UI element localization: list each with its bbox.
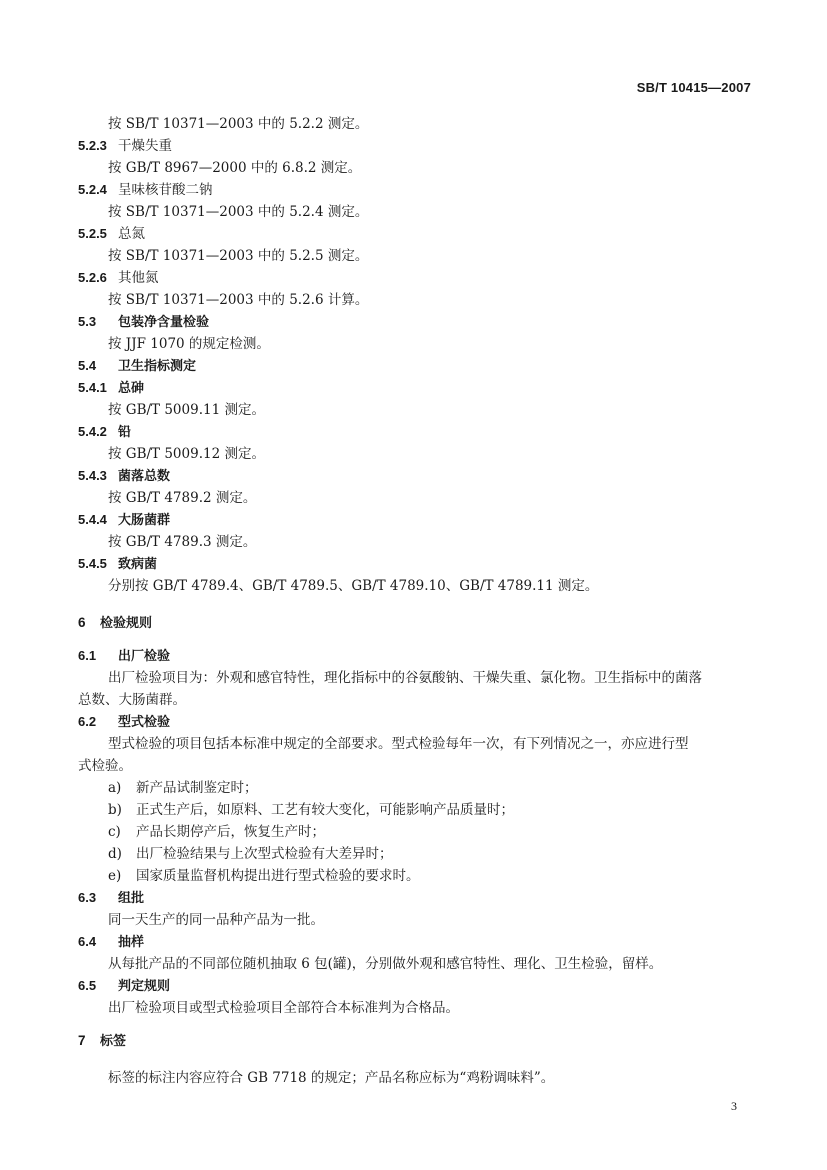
section-title: 干燥失重 xyxy=(118,138,172,154)
body-line: 从每批产品的不同部位随机抽取 6 包(罐)，分别做外观和感官特性、理化、卫生检验，留样。 xyxy=(108,956,663,972)
list-item xyxy=(78,777,758,799)
section-heading-5-4-1 xyxy=(78,377,758,399)
spacer xyxy=(78,1053,758,1067)
section-heading-5-4 xyxy=(78,355,758,377)
page-content xyxy=(78,113,758,1089)
section-heading-6-1 xyxy=(78,645,758,667)
body-line: 按 SB/T 10371—2003 中的 5.2.4 测定。 xyxy=(108,204,369,220)
body-line: 按 SB/T 10371—2003 中的 5.2.5 测定。 xyxy=(108,248,369,264)
section-number: 5.3 xyxy=(78,314,97,329)
section-title: 其他氮 xyxy=(118,270,159,286)
section-heading-5-2-5 xyxy=(78,223,758,245)
body-line: 式检验。 xyxy=(78,758,132,774)
spacer xyxy=(78,1019,758,1029)
section-number: 5.2.6 xyxy=(78,270,107,285)
section-title: 总砷 xyxy=(118,381,145,396)
section-title: 菌落总数 xyxy=(118,469,171,484)
body-line: 按 SB/T 10371—2003 中的 5.2.6 计算。 xyxy=(108,292,369,308)
section-title: 组批 xyxy=(118,891,145,906)
list-marker: b) xyxy=(108,802,122,818)
section-number: 5.4.5 xyxy=(78,556,107,571)
section-number: 5.4 xyxy=(78,358,97,373)
section-number: 6.2 xyxy=(78,714,97,729)
list-text: 国家质量监督机构提出进行型式检验的要求时。 xyxy=(136,868,420,884)
section-number: 6.3 xyxy=(78,890,97,905)
list-item xyxy=(78,865,758,887)
chapter-title: 检验规则 xyxy=(100,616,153,631)
section-title: 铅 xyxy=(118,425,132,440)
section-title: 总氮 xyxy=(118,226,145,242)
list-text: 正式生产后，如原料、工艺有较大变化，可能影响产品质量时； xyxy=(136,802,514,818)
section-heading-5-4-4 xyxy=(78,509,758,531)
list-marker: e) xyxy=(108,868,122,884)
list-marker: c) xyxy=(108,824,121,840)
chapter-heading-7 xyxy=(78,1029,758,1053)
body-line: 标签的标注内容应符合 GB 7718 的规定；产品名称应标为“鸡粉调味料”。 xyxy=(108,1070,555,1086)
standard-code: SB/T 10415—2007 xyxy=(636,80,751,95)
list-item xyxy=(78,821,758,843)
section-heading-5-4-2 xyxy=(78,421,758,443)
section-title: 出厂检验 xyxy=(118,649,171,664)
section-heading-5-2-3 xyxy=(78,135,758,157)
section-number: 5.4.3 xyxy=(78,468,107,483)
section-heading-6-2 xyxy=(78,711,758,733)
section-number: 6.1 xyxy=(78,648,97,663)
section-number: 5.4.4 xyxy=(78,512,107,527)
section-heading-5-4-5 xyxy=(78,553,758,575)
body-line: 出厂检验项目或型式检验项目全部符合本标准判为合格品。 xyxy=(108,1000,459,1016)
section-number: 5.4.1 xyxy=(78,380,107,395)
chapter-number: 6 xyxy=(78,615,86,630)
section-number: 5.2.4 xyxy=(78,182,107,197)
body-line: 出厂检验项目为：外观和感官特性，理化指标中的谷氨酸钠、干燥失重、氯化物。卫生指标中的菌落 xyxy=(108,670,702,686)
list-text: 出厂检验结果与上次型式检验有大差异时； xyxy=(136,846,393,862)
section-heading-5-4-3 xyxy=(78,465,758,487)
list-text: 新产品试制鉴定时； xyxy=(136,780,258,796)
body-line: 按 JJF 1070 的规定检测。 xyxy=(108,336,270,352)
chapter-title: 标签 xyxy=(100,1034,127,1049)
body-line: 分别按 GB/T 4789.4、GB/T 4789.5、GB/T 4789.10、GB/T 4789.11 测定。 xyxy=(108,578,599,594)
body-line: 总数、大肠菌群。 xyxy=(78,692,186,708)
list-item xyxy=(78,799,758,821)
body-line: 按 GB/T 5009.12 测定。 xyxy=(108,446,265,462)
body-line: 按 SB/T 10371—2003 中的 5.2.2 测定。 xyxy=(108,116,369,132)
section-number: 6.4 xyxy=(78,934,97,949)
body-line: 型式检验的项目包括本标准中规定的全部要求。型式检验每年一次，有下列情况之一，亦应进行型 xyxy=(108,736,689,752)
chapter-heading-6 xyxy=(78,611,758,635)
section-heading-5-3 xyxy=(78,311,758,333)
list-marker: d) xyxy=(108,846,122,862)
section-number: 5.2.3 xyxy=(78,138,107,153)
list-marker: a) xyxy=(108,780,122,796)
list-text: 产品长期停产后，恢复生产时； xyxy=(136,824,325,840)
section-title: 致病菌 xyxy=(118,557,158,572)
section-heading-6-4 xyxy=(78,931,758,953)
body-line: 按 GB/T 8967—2000 中的 6.8.2 测定。 xyxy=(108,160,362,176)
section-title: 呈味核苷酸二钠 xyxy=(118,182,213,198)
section-number: 5.2.5 xyxy=(78,226,107,241)
section-title: 抽样 xyxy=(118,935,145,950)
body-line: 按 GB/T 4789.2 测定。 xyxy=(108,490,257,506)
body-line: 同一天生产的同一品种产品为一批。 xyxy=(108,912,324,928)
section-title: 大肠菌群 xyxy=(118,513,171,528)
page-number: 3 xyxy=(731,1099,737,1113)
section-number: 6.5 xyxy=(78,978,97,993)
section-title: 型式检验 xyxy=(118,715,171,730)
body-line: 按 GB/T 4789.3 测定。 xyxy=(108,534,257,550)
spacer xyxy=(78,597,758,611)
section-number: 5.4.2 xyxy=(78,424,107,439)
spacer xyxy=(78,635,758,645)
section-heading-6-5 xyxy=(78,975,758,997)
body-line: 按 GB/T 5009.11 测定。 xyxy=(108,402,265,418)
section-title: 包装净含量检验 xyxy=(118,315,210,330)
chapter-number: 7 xyxy=(78,1033,86,1048)
section-heading-5-2-4 xyxy=(78,179,758,201)
section-heading-5-2-6 xyxy=(78,267,758,289)
section-heading-6-3 xyxy=(78,887,758,909)
section-title: 卫生指标测定 xyxy=(118,359,197,374)
list-item xyxy=(78,843,758,865)
section-title: 判定规则 xyxy=(118,979,171,994)
